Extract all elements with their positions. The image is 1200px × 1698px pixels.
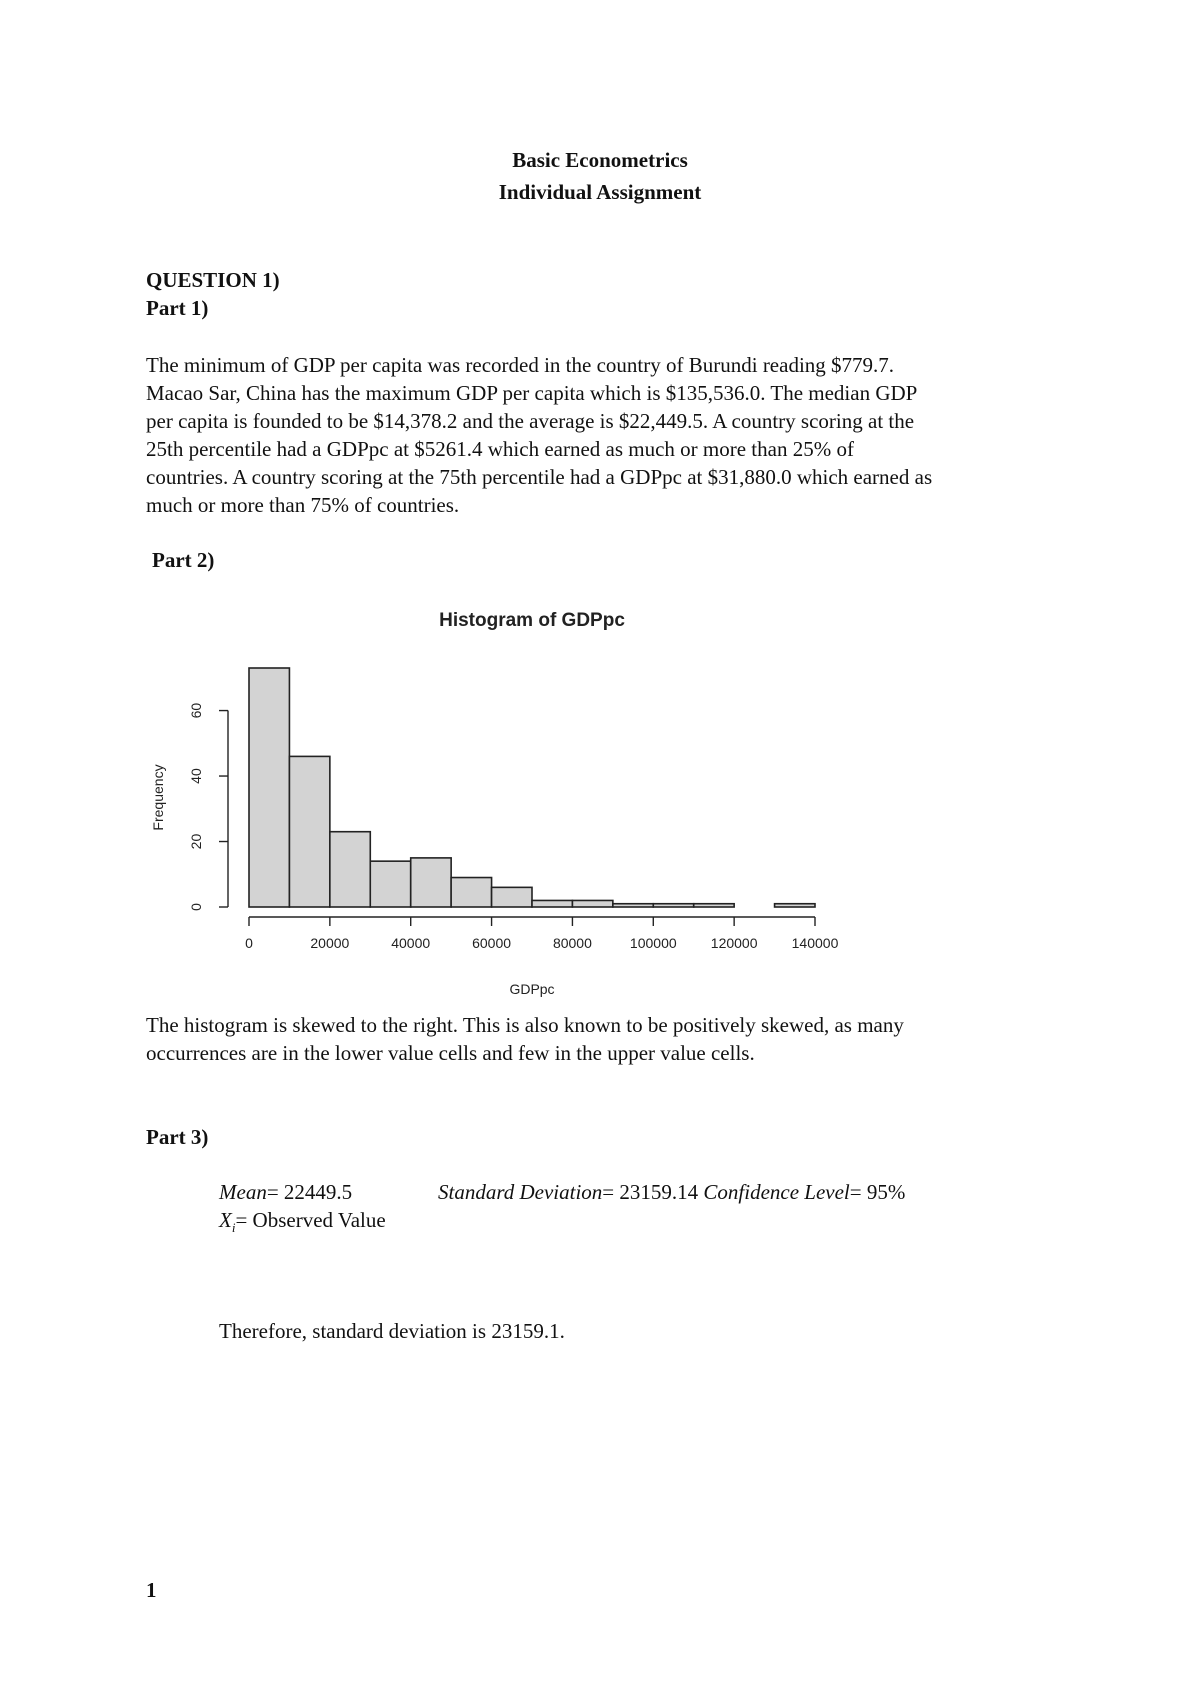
y-axis-label: Frequency	[150, 764, 166, 831]
y-tick-label: 20	[188, 833, 204, 850]
x-tick-label: 60000	[472, 935, 512, 951]
sd-value: = 23159.14	[602, 1180, 699, 1204]
mean-value: = 22449.5	[266, 1180, 353, 1204]
mean-label: Mean	[219, 1180, 267, 1204]
part1-line: much or more than 75% of countries.	[146, 493, 460, 517]
page-number: 1	[146, 1578, 157, 1602]
y-tick-label: 60	[188, 702, 204, 719]
cl-label: Confidence Level	[703, 1180, 850, 1204]
part1-line: Macao Sar, China has the maximum GDP per capita which is $135,536.0. The median GDP	[146, 381, 918, 405]
part2-line: The histogram is skewed to the right. This is also known to be positively skewed, as many	[146, 1013, 904, 1037]
histogram-bar	[775, 904, 815, 907]
histogram-bar	[532, 900, 572, 907]
histogram-bar	[451, 878, 491, 907]
histogram-bars	[249, 668, 815, 907]
part1-line: 25th percentile had a GDPpc at $5261.4 which earned as much or more than 25% of	[146, 437, 854, 461]
y-tick-label: 40	[188, 768, 204, 784]
part2-heading: Part 2)	[152, 548, 215, 572]
y-axis	[188, 703, 228, 911]
x-tick-label: 100000	[629, 935, 677, 951]
part1-line: countries. A country scoring at the 75th percentile had a GDPpc at $31,880.0 which earned as	[146, 465, 933, 489]
chart-title: Histogram of GDPpc	[439, 610, 625, 631]
xi-line	[219, 1208, 386, 1236]
part2-paragraph	[146, 1011, 1066, 1067]
x-tick-label: 80000	[552, 935, 592, 951]
x-tick-label: 120000	[710, 935, 758, 951]
part3-heading: Part 3)	[146, 1125, 209, 1149]
x-tick-label: 0	[245, 935, 253, 951]
xi-value: = Observed Value	[235, 1208, 386, 1232]
document-title: Basic Econometrics	[512, 148, 688, 172]
cl-value: = 95%	[849, 1180, 906, 1204]
histogram-chart	[138, 598, 852, 1008]
histogram-bar	[411, 858, 451, 907]
histogram-bar	[249, 668, 289, 907]
x-tick-label: 140000	[791, 935, 839, 951]
question-heading: QUESTION 1)	[146, 268, 280, 292]
xi-subscript: i	[231, 1220, 236, 1236]
histogram-svg	[138, 598, 852, 1008]
histogram-bar	[572, 900, 612, 907]
histogram-bar	[694, 904, 734, 907]
histogram-bar	[613, 904, 653, 907]
part1-line: The minimum of GDP per capita was recorded in the country of Burundi reading $779.7.	[146, 353, 895, 377]
part1-heading: Part 1)	[146, 296, 209, 320]
x-axis-label: GDPpc	[509, 981, 555, 997]
part1-paragraph	[146, 351, 1066, 519]
x-tick-label: 20000	[310, 935, 350, 951]
part2-line: occurrences are in the lower value cells and few in the upper value cells.	[146, 1041, 755, 1065]
histogram-bar	[289, 756, 329, 907]
stats-line-sd	[438, 1180, 905, 1205]
conclusion-text: Therefore, standard deviation is 23159.1.	[219, 1319, 565, 1343]
document-subtitle: Individual Assignment	[498, 180, 702, 204]
x-axis	[245, 917, 838, 951]
x-tick-label: 40000	[391, 935, 431, 951]
histogram-bar	[330, 832, 370, 907]
part1-line: per capita is founded to be $14,378.2 and the average is $22,449.5. A country scoring at the	[146, 409, 915, 433]
histogram-bar	[653, 904, 693, 907]
sd-label: Standard Deviation	[438, 1180, 603, 1204]
histogram-bar	[492, 887, 532, 907]
xi-symbol: X	[219, 1208, 232, 1232]
y-tick-label: 0	[188, 903, 204, 911]
stats-line	[219, 1180, 352, 1205]
histogram-bar	[370, 861, 410, 907]
